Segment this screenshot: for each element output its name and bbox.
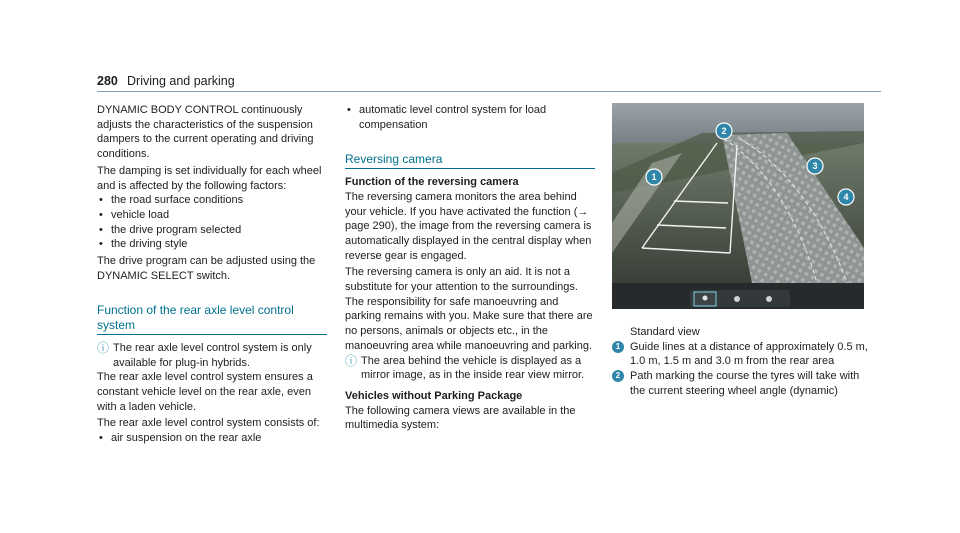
intro-paragraph: DYNAMIC BODY CONTROL continuously adjusts the characteristics of the suspension dampers to the current operating and driving conditions. xyxy=(97,104,314,161)
caption-title: Standard view xyxy=(630,326,700,338)
section-title: Driving and parking xyxy=(127,74,235,88)
camera-view-image xyxy=(612,103,864,309)
caption-text: Guide lines at a distance of approximately 0.5 m, 1.0 m, 1.5 m and 3.0 m from the rear area xyxy=(630,340,868,368)
column-right xyxy=(612,103,870,399)
page-header xyxy=(97,74,881,92)
rear-axle-heading: Function of the rear axle level control system xyxy=(97,303,327,334)
camera-view-illustration xyxy=(612,103,864,309)
info-circle-icon: ⓘ xyxy=(345,353,358,368)
caption-number-badge: 1 xyxy=(612,341,624,353)
caption-text: Path marking the course the tyres will take with the current steering wheel angle (dynamic) xyxy=(630,370,860,397)
aid-paragraph: The reversing camera is only an aid. It is not a substitute for your attention to the surroundings. The responsibility for safe manoeuvring and parking remains with you. Make sure that there are no persons, animals or objects etc., in the manoeuvring area while manoeuvring and parking. xyxy=(345,266,593,352)
list-item: • the driving style xyxy=(97,237,327,252)
header-rule xyxy=(97,91,881,92)
note-text: The area behind the vehicle is displayed as a mirror image, as in the inside rear view mirror. xyxy=(361,354,585,382)
caption-item xyxy=(612,369,870,398)
figure-label-1: 1 xyxy=(651,172,657,182)
page-number: 280 xyxy=(97,74,118,88)
figure-label-2: 2 xyxy=(721,126,727,136)
caption-number-badge: 2 xyxy=(612,370,624,382)
info-note xyxy=(345,354,595,383)
figure-label-4: 4 xyxy=(843,192,849,202)
info-note xyxy=(97,341,327,370)
caption-item xyxy=(612,340,870,369)
info-circle-icon: ⓘ xyxy=(97,340,110,355)
consists-paragraph: The rear axle level control system consists of: xyxy=(97,417,320,430)
function-paragraph: The reversing camera monitors the area behind your vehicle. If you have activated the function (→ page 290), the image from the reversing camera is automatically displayed in the central display when reverse gear is engaged. xyxy=(345,190,592,262)
column-middle xyxy=(345,103,595,433)
list-item: • automatic level control system for load compensation xyxy=(345,103,595,132)
note-text: The rear axle level control system is only available for plug-in hybrids. xyxy=(113,341,312,369)
adjust-paragraph: The drive program can be adjusted using the DYNAMIC SELECT switch. xyxy=(97,255,316,282)
list-item: • air suspension on the rear axle xyxy=(97,431,327,446)
components-list xyxy=(97,431,327,446)
figure-label-3: 3 xyxy=(812,161,818,171)
list-item: • the road surface conditions xyxy=(97,193,327,208)
parking-package-subheading: Vehicles without Parking Package xyxy=(345,389,523,402)
list-item: • vehicle load xyxy=(97,208,327,223)
components-list-cont xyxy=(345,103,595,132)
ensures-paragraph: The rear axle level control system ensures a constant vehicle level on the rear axle, even with a laden vehicle. xyxy=(97,371,313,413)
factors-list xyxy=(97,193,327,252)
reversing-camera-heading: Reversing camera xyxy=(345,152,595,169)
views-paragraph: The following camera views are available in the multimedia system: xyxy=(345,404,576,432)
column-left xyxy=(97,103,327,446)
damping-paragraph: The damping is set individually for each wheel and is affected by the following factors: xyxy=(97,164,322,192)
function-subheading: Function of the reversing camera xyxy=(345,176,519,189)
list-item: • the drive program selected xyxy=(97,223,327,238)
